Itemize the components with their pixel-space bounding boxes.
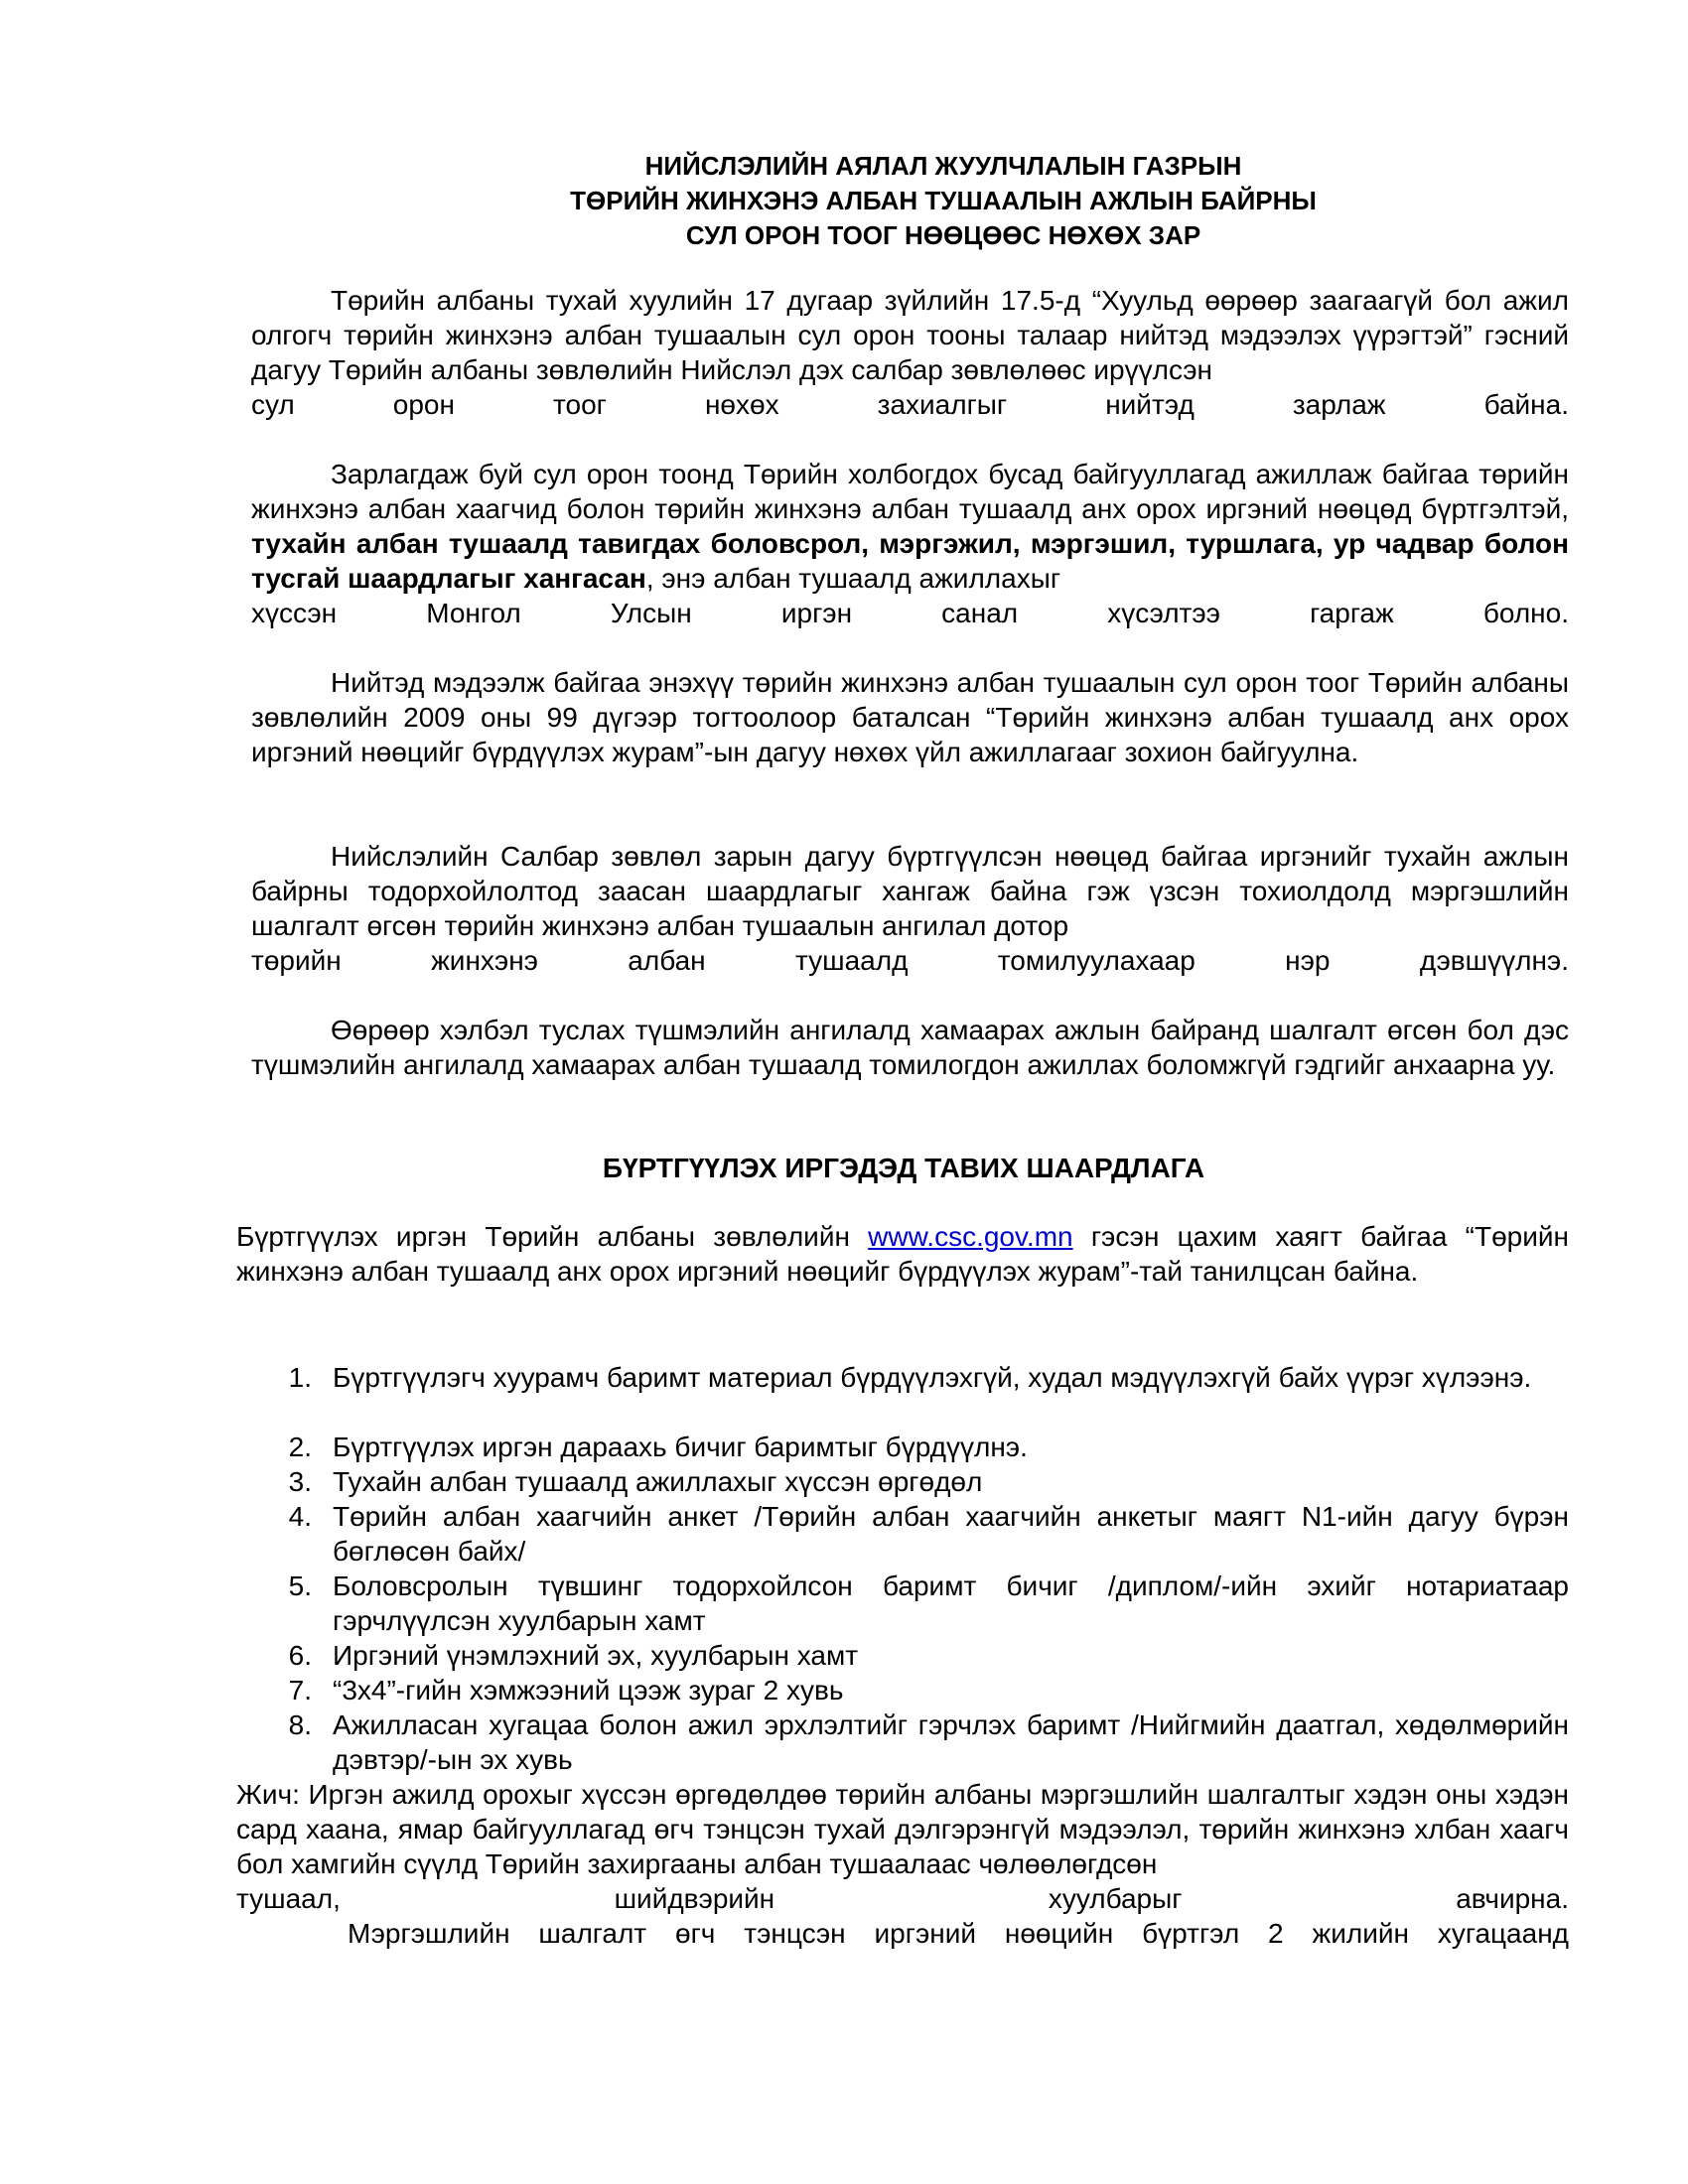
list-number-6: 6. xyxy=(288,1640,312,1671)
paragraph-5: Өөрөөр хэлбэл туслах түшмэлийн ангилалд хамаарах ажлын байранд шалгалт өгсөн бол дэс түшмэлийн ангилалд хамаарах албан тушаалд томилогдон ажиллах боломжгүй гэдгийг анхаарна уу. xyxy=(251,1015,1569,1080)
list-item-5: Боловсролын түвшинг тодорхойлсон баримт бичиг /диплом/-ийн эхийг нотариатаар гэрчлүүлсэн хуулбарын хамт xyxy=(333,1570,1569,1636)
paragraph-1: Төрийн албаны тухай хуулийн 17 дугаар зүйлийн 17.5-д “Хуульд өөрөөр заагаагүй бол ажил олгогч төрийн жинхэнэ албан тушаалын сул орон тооны талаар нийтэд мэдээлэх үүрэгтэй” гэсний дагуу Төрийн албаны зөвлөлийн Нийслэл дэх салбар зөвлөлөөс ирүүлсэн xyxy=(251,285,1569,385)
list-number-2: 2. xyxy=(288,1432,312,1462)
paragraph-1-last-line: сул орон тоог нөхөх захиалгыг нийтэд зарлаж байна. xyxy=(251,389,1569,420)
list-item-1: Бүртгүүлэгч хуурамч баримт материал бүрдүүлэхгүй, худал мэдүүлэхгүй байх үүрэг хүлээнэ. xyxy=(333,1362,1532,1393)
paragraph-2-text: Зарлагдаж буй сул орон тоонд Төрийн холбогдох бусад байгууллагад ажиллаж байгаа төрийн жинхэнэ албан хаагчид болон төрийн жинхэнэ албан тушаалд анх орох иргэний нөөцөд бүртгэлтэй, xyxy=(251,459,1569,524)
list-item-3: Тухайн албан тушаалд ажиллахыг хүссэн өргөдөл xyxy=(333,1466,983,1497)
note-last-line: тушаал, шийдвэрийн хуулбарыг авчирна. xyxy=(236,1883,1569,1914)
list-item-4: Төрийн албан хаагчийн анкет /Төрийн албан хаагчийн анкетыг маягт N1-ийн дагуу бүрэн бөглөсөн байх/ xyxy=(333,1501,1569,1567)
list-number-8: 8. xyxy=(288,1709,312,1740)
paragraph-4-last-line: төрийн жинхэнэ албан тушаалд томилуулахаар нэр дэвшүүлнэ. xyxy=(251,945,1569,976)
csc-website-link[interactable]: www.csc.gov.mn xyxy=(868,1221,1073,1252)
paragraph-2-bold: тухайн албан тушаалд тавигдах боловсрол, мэргэжил, мэргэшил, туршлага, ур чадвар болон тусгай шаардлагыг хангасан xyxy=(251,528,1569,594)
list-item-6: Иргэний үнэмлэхний эх, хуулбарын хамт xyxy=(333,1640,859,1671)
list-number-3: 3. xyxy=(288,1466,312,1497)
header-line-1: НИЙСЛЭЛИЙН АЯЛАЛ ЖУУЛЧЛАЛЫН ГАЗРЫН xyxy=(644,151,1242,181)
list-number-1: 1. xyxy=(288,1362,312,1393)
list-number-7: 7. xyxy=(288,1675,312,1706)
list-number-5: 5. xyxy=(288,1570,312,1601)
section-title: БҮРТГҮҮЛЭХ ИРГЭДЭД ТАВИХ ШААРДЛАГА xyxy=(602,1153,1205,1183)
paragraph-2 xyxy=(251,457,1569,596)
paragraph-2-text-end: , энэ албан тушаалд ажиллахыг xyxy=(645,563,1061,594)
paragraph-4: Нийслэлийн Салбар зөвлөл зарын дагуу бүртгүүлсэн нөөцөд байгаа иргэнийг тухайн ажлын байрны тодорхойлолтод заасан шаардлагыг хангаж байна гэж үзсэн тохиолдолд мэргэшлийн шалгалт өгсөн төрийн жинхэнэ албан тушаалын ангилал дотор xyxy=(251,841,1569,941)
paragraph-3: Нийтэд мэдээлж байгаа энэхүү төрийн жинхэнэ албан тушаалын сул орон тоог Төрийн албаны зөвлөлийн 2009 оны 99 дүгээр тогтоолоор баталсан “Төрийн жинхэнэ албан тушаалд анх орох иргэний нөөцийг бүрдүүлэх журам”-ын дагуу нөхөх үйл ажиллагааг зохион байгуулна. xyxy=(251,667,1569,767)
final-line: Мэргэшлийн шалгалт өгч тэнцсэн иргэний нөөцийн бүртгэл 2 жилийн хугацаанд xyxy=(348,1918,1569,1949)
list-number-4: 4. xyxy=(288,1501,312,1532)
header-line-3: СУЛ ОРОН ТООГ НӨӨЦӨӨС НӨХӨХ ЗАР xyxy=(685,220,1201,250)
list-item-8: Ажилласан хугацаа болон ажил эрхлэлтийг гэрчлэх баримт /Нийгмийн даатгал, хөдөлмөрийн дэвтэр/-ын эх хувь xyxy=(333,1709,1569,1775)
intro-paragraph xyxy=(236,1219,1569,1289)
intro-text: Бүртгүүлэх иргэн Төрийн албаны зөвлөлийн xyxy=(236,1221,869,1252)
paragraph-2-last-line: хүссэн Монгол Улсын иргэн санал хүсэлтээ гаргаж болно. xyxy=(251,598,1569,628)
intro-text-end: гэсэн цахим хаягт байгаа “Төрийн жинхэнэ албан тушаалд анх орох иргэний нөөцийг бүрдүүлэх журам”-тай танилцсан байна. xyxy=(236,1221,1569,1287)
list-item-2: Бүртгүүлэх иргэн дараахь бичиг баримтыг бүрдүүлнэ. xyxy=(333,1432,1028,1462)
list-item-7: “3х4”-гийн хэмжээний цээж зураг 2 хувь xyxy=(333,1675,844,1706)
note-paragraph: Жич: Иргэн ажилд орохыг хүссэн өргөдөлдөө төрийн албаны мэргэшлийн шалгалтыг хэдэн оны хэдэн сард хаана, ямар байгууллагад өгч тэнцсэн тухай дэлгэрэнгүй мэдээлэл, төрийн жинхэнэ хлбан хаагч бол хамгийн сүүлд Төрийн захиргааны албан тушаалаас чөлөөлөгдсөн xyxy=(236,1779,1569,1879)
header-line-2: ТӨРИЙН ЖИНХЭНЭ АЛБАН ТУШААЛЫН АЖЛЫН БАЙРНЫ xyxy=(570,186,1317,215)
